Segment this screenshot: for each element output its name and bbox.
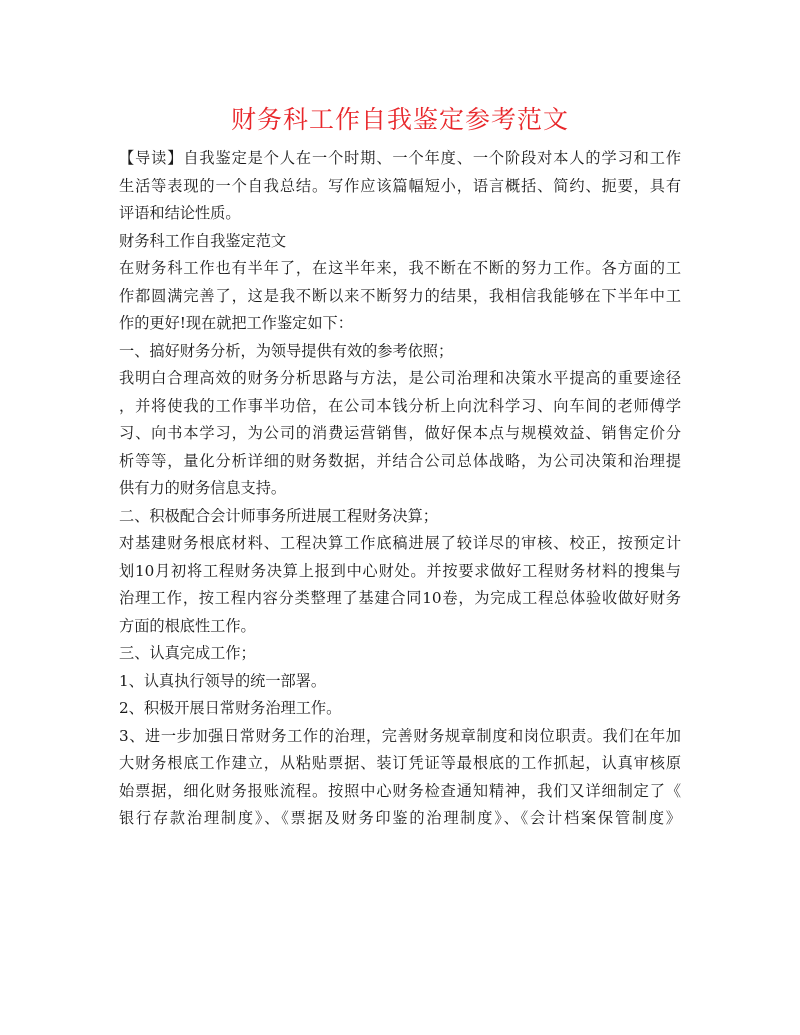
document-line: 方面的根底性工作。 — [119, 616, 256, 635]
document-line: 银行存款治理制度》、《票据及财务印鉴的治理制度》、《会计档案保管制度》 — [119, 809, 681, 827]
document-line: 财务科工作自我鉴定范文 — [119, 231, 287, 250]
document-line: 我明白合理高效的财务分析思路与方法，是公司治理和决策水平提高的重要途径 — [119, 369, 681, 387]
document-line: 习、向书本学习，为公司的消费运营销售，做好保本点与规模效益、销售定价分 — [119, 424, 681, 442]
document-title: 财务科工作自我鉴定参考范文 — [230, 105, 569, 134]
document-line: 三、认真完成工作； — [119, 644, 256, 662]
document-line: 一、搞好财务分析，为领导提供有效的参考依照； — [119, 341, 454, 360]
document-line: 始票据，细化财务报账流程。按照中心财务检查通知精神，我们又详细制定了《 — [119, 781, 681, 800]
document-line: 二、积极配合会计师事务所进展工程财务决算； — [119, 506, 438, 525]
document-line: 析等等，量化分析详细的财务数据，并结合公司总体战略，为公司决策和治理提 — [119, 451, 681, 470]
document-line: 评语和结论性质。 — [119, 204, 241, 222]
document-line: 【导读】自我鉴定是个人在一个时期、一个年度、一个阶段对本人的学习和工作 — [119, 149, 681, 167]
document-body — [119, 145, 681, 833]
document-line: 对基建财务根底材料、工程决算工作底稿进展了较详尽的审核、校正，按预定计 — [119, 534, 681, 552]
document-line: 3、进一步加强日常财务工作的治理，完善财务规章制度和岗位职责。我们在年加 — [119, 726, 681, 745]
document-line: 作都圆满完善了，这是我不断以来不断努力的结果，我相信我能够在下半年中工 — [119, 286, 681, 305]
document-line: ，并将使我的工作事半功倍，在公司本钱分析上向沈科学习、向车间的老师傅学 — [119, 396, 681, 415]
document-line: 2、积极开展日常财务治理工作。 — [119, 699, 342, 717]
document-line: 供有力的财务信息支持。 — [119, 479, 287, 497]
document-line: 划10月初将工程财务决算上报到中心财处。并按要求做好工程财务材料的搜集与 — [119, 561, 681, 580]
document-line: 治理工作，按工程内容分类整理了基建合同10卷，为完成工程总体验收做好财务 — [119, 589, 681, 607]
document-line: 生活等表现的一个自我总结。写作应该篇幅短小，语言概括、简约、扼要，具有 — [119, 176, 681, 195]
document-line: 作的更好!现在就把工作鉴定如下： — [119, 314, 353, 332]
document-line: 大财务根底工作建立，从粘贴票据、装订凭证等最根底的工作抓起，认真审核原 — [119, 754, 681, 772]
document-line: 1、认真执行领导的统一部署。 — [119, 671, 327, 690]
document-line: 在财务科工作也有半年了，在这半年来，我不断在不断的努力工作。各方面的工 — [119, 259, 681, 277]
